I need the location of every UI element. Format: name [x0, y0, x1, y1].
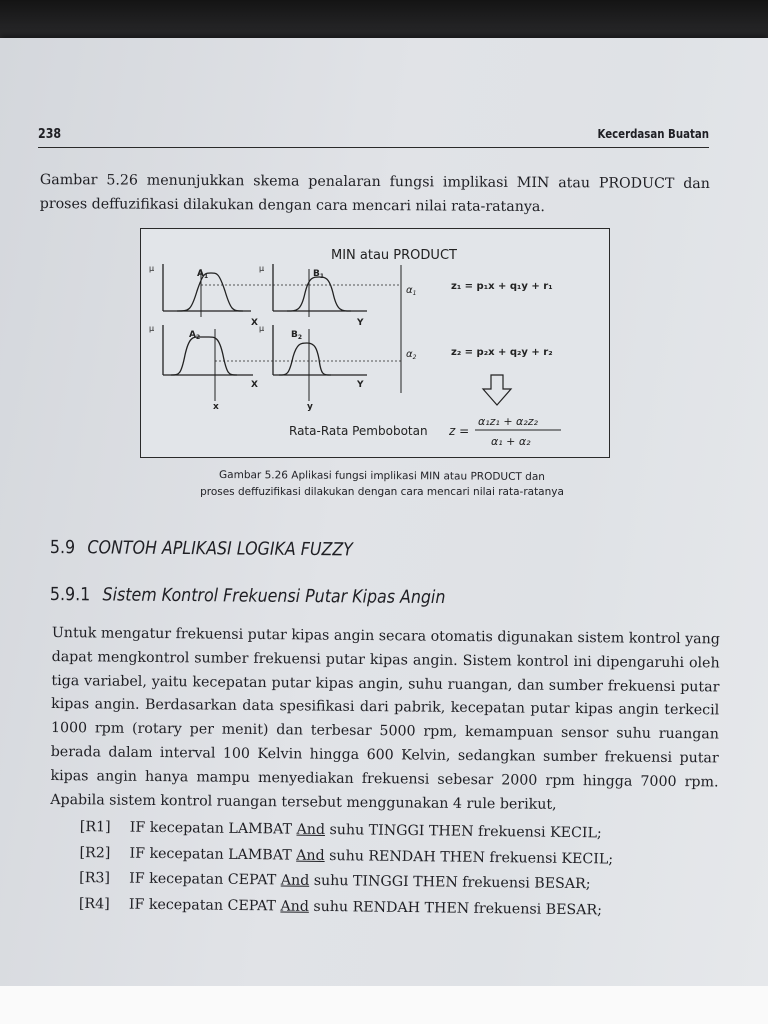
- section-title: CONTOH APLIKASI LOGIKA FUZZY: [87, 537, 353, 561]
- b2-label: B: [291, 330, 298, 340]
- alpha1-sub: 1: [412, 290, 417, 297]
- a1-label: A: [197, 269, 204, 279]
- rule-id: [R1]: [79, 818, 111, 836]
- b2-sub: 2: [297, 334, 303, 341]
- alpha1-label: α: [406, 285, 413, 296]
- b1-sub: 1: [319, 273, 325, 280]
- x-axis-label: X: [251, 380, 258, 390]
- fuzzy-inference-diagram: [141, 229, 609, 457]
- rule-item: [R3] IF kecepatan CEPAT And suhu TINGGI THEN frekuensi BESAR;: [79, 866, 699, 899]
- scan-dark-edge: [0, 0, 768, 40]
- equation-z2: z₂ = p₂x + q₂y + r₂: [451, 347, 553, 358]
- a2-label: A: [189, 330, 196, 340]
- running-title: Kecerdasan Buatan: [597, 127, 709, 141]
- down-arrow-icon: [483, 375, 511, 405]
- input-y-label: y: [307, 402, 313, 412]
- input-x-label: x: [213, 402, 219, 412]
- weighted-average-lhs: z =: [449, 424, 470, 438]
- figure-caption: [130, 468, 634, 500]
- svg-text:B1: [313, 269, 324, 280]
- body-paragraph: Untuk mengatur frekuensi putar kipas angin secara otomatis digunakan sistem kontrol yang dapat mengkontrol sumber frekuensi putar kipas angin. Sistem kontrol ini dipengaruhi oleh tiga variabel, yaitu kecepatan putar kipas angin, suhu ruangan, dan sumber frekuensi putar kipas angin. Berdasarkan data spesifikasi dari pabrik, kecepatan putar kipas angin terkecil 1000 rpm (rotary per menit) dan terbesar 5000 rpm, kemampuan sensor suhu ruangan berada dalam interval 100 Kelvin hingga 600 Kelvin, sedangkan sumber frekuensi putar kipas angin hanya mampu menyediakan frekuensi sebesar 2000 rpm hingga 7000 rpm. Apabila sistem kontrol ruangan tersebut menggunakan 4 rule berikut,: [50, 624, 720, 813]
- svg-text:A2: [189, 330, 200, 341]
- mu-label: μ: [259, 264, 265, 273]
- subsection-number: 5.9.1: [49, 584, 91, 606]
- weighted-average-numerator: α₁z₁ + α₂z₂: [478, 415, 538, 428]
- section-number: 5.9: [49, 537, 76, 559]
- subsection-heading: [50, 584, 446, 608]
- rule-item: [R2] IF kecepatan LAMBAT And suhu RENDAH THEN frekuensi KECIL;: [79, 840, 699, 873]
- alpha2-label: α: [406, 349, 413, 360]
- page-number: 238: [38, 127, 62, 142]
- a2-sub: 2: [195, 334, 201, 341]
- section-heading: [50, 537, 353, 560]
- scan-bottom-margin: [0, 986, 768, 1024]
- diagram-title: MIN atau PRODUCT: [331, 248, 457, 263]
- equation-z1: z₁ = p₁x + q₁y + r₁: [451, 281, 553, 292]
- mu-label: μ: [149, 264, 155, 273]
- mu-label: μ: [149, 324, 155, 333]
- caption-line-2: proses deffuzifikasi dilakukan dengan cara mencari nilai rata-ratanya: [200, 486, 564, 498]
- a1-sub: 1: [203, 273, 209, 280]
- weighted-average-label: Rata-Rata Pembobotan: [289, 424, 428, 438]
- membership-b1: [287, 277, 351, 311]
- membership-a2: [171, 337, 237, 375]
- rules-list: [79, 815, 700, 925]
- weighted-average-denominator: α₁ + α₂: [491, 435, 531, 448]
- header-rule: [38, 147, 709, 148]
- y-axis-label: Y: [357, 380, 364, 390]
- mu-label: μ: [259, 324, 265, 333]
- rule-item: [R1] IF kecepatan LAMBAT And suhu TINGGI THEN frekuensi KECIL;: [80, 815, 700, 848]
- membership-a1: [177, 273, 243, 311]
- rule-id: [R3]: [79, 869, 111, 887]
- intro-paragraph: Gambar 5.26 menunjukkan skema penalaran fungsi implikasi MIN atau PRODUCT dan proses deffuzifikasi dilakukan dengan cara mencari nilai rata-ratanya.: [39, 171, 710, 216]
- subsection-title: Sistem Kontrol Frekuensi Putar Kipas Angin: [102, 584, 446, 609]
- x-axis-label: X: [251, 318, 258, 328]
- caption-line-1: Gambar 5.26 Aplikasi fungsi implikasi MIN atau PRODUCT dan: [218, 469, 546, 483]
- rule-item: [R4] IF kecepatan CEPAT And suhu RENDAH THEN frekuensi BESAR;: [79, 891, 699, 924]
- svg-text:B2: [291, 330, 302, 341]
- svg-text:A1: [197, 269, 208, 280]
- figure-5-26: [140, 228, 610, 458]
- alpha2-sub: 2: [412, 354, 417, 361]
- b1-label: B: [313, 269, 320, 279]
- rule-id: [R4]: [78, 895, 110, 912]
- svg-text:α2: [406, 349, 417, 361]
- y-axis-label: Y: [357, 318, 364, 328]
- svg-text:α1: [406, 285, 416, 297]
- membership-b2: [279, 343, 331, 375]
- rule-id: [R2]: [79, 844, 111, 861]
